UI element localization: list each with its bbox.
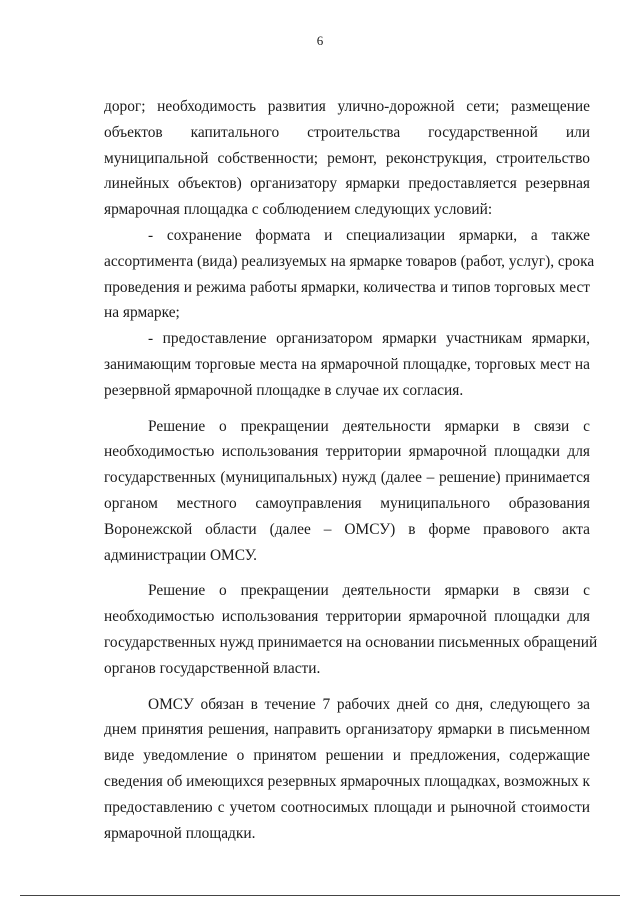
bottom-divider	[20, 895, 620, 896]
text-line: - предоставление организатором ярмарки участникам ярмарки,	[148, 330, 590, 348]
text-line: на ярмарке;	[104, 304, 180, 322]
text-line: объектов капитального строительства государственной или	[104, 123, 590, 141]
text-line: днем принятия решения, направить организатору ярмарки в письменном	[104, 721, 590, 739]
text-line: линейных объектов) организатору ярмарки предоставляется резервная	[104, 175, 590, 193]
text-line: администрации ОМСУ.	[104, 546, 258, 564]
text-line: органов государственной власти.	[104, 659, 321, 677]
text-line: Решение о прекращении деятельности ярмарки в связи с	[148, 582, 590, 600]
text-line: необходимостью использования территории ярмарочной площадки для	[104, 443, 590, 461]
text-line: сведения об имеющихся резервных ярмарочных площадках, возможных к	[104, 772, 590, 790]
text-line: виде уведомление о принятом решении и предложения, содержащие	[104, 747, 590, 765]
text-line: ассортимента (вида) реализуемых на ярмарке товаров (работ, услуг), срока	[104, 252, 595, 270]
paragraph	[104, 578, 598, 681]
text-line: Воронежской области (далее – ОМСУ) в форме правового акта	[104, 520, 590, 538]
text-line: необходимостью использования территории ярмарочной площадки для	[104, 608, 590, 626]
paragraph	[104, 223, 595, 326]
text-line: государственных (муниципальных) нужд (далее – решение) принимается	[104, 469, 590, 487]
paragraph	[104, 414, 590, 569]
text-line: государственных нужд принимается на основании письменных обращений	[104, 633, 598, 651]
page-number: 6	[316, 33, 324, 48]
text-line: ярмарочная площадка с соблюдением следующих условий:	[104, 201, 493, 219]
text-line: резервной ярмарочной площадке в случае их согласия.	[104, 381, 464, 399]
text-line: Решение о прекращении деятельности ярмарки в связи с	[148, 417, 590, 435]
text-line: ОМСУ обязан в течение 7 рабочих дней со дня, следующего за	[148, 695, 590, 713]
paragraph	[104, 326, 590, 403]
paragraph	[104, 692, 590, 847]
text-line: дорог; необходимость развития улично-дорожной сети; размещение	[104, 98, 590, 115]
text-line: ярмарочной площадки.	[104, 824, 256, 842]
text-line: предоставлению с учетом соотносимых площади и рыночной стоимости	[104, 798, 590, 816]
text-line: муниципальной собственности; ремонт, реконструкция, строительство	[104, 149, 590, 167]
paragraph	[104, 94, 590, 223]
document-body	[104, 94, 598, 846]
text-line: проведения и режима работы ярмарки, количества и типов торговых мест	[104, 278, 590, 296]
text-line: занимающим торговые места на ярмарочной площадке, торговых мест на	[104, 355, 590, 373]
text-line: органом местного самоуправления муниципального образования	[104, 494, 590, 512]
text-line: - сохранение формата и специализации ярмарки, а также	[148, 226, 590, 244]
